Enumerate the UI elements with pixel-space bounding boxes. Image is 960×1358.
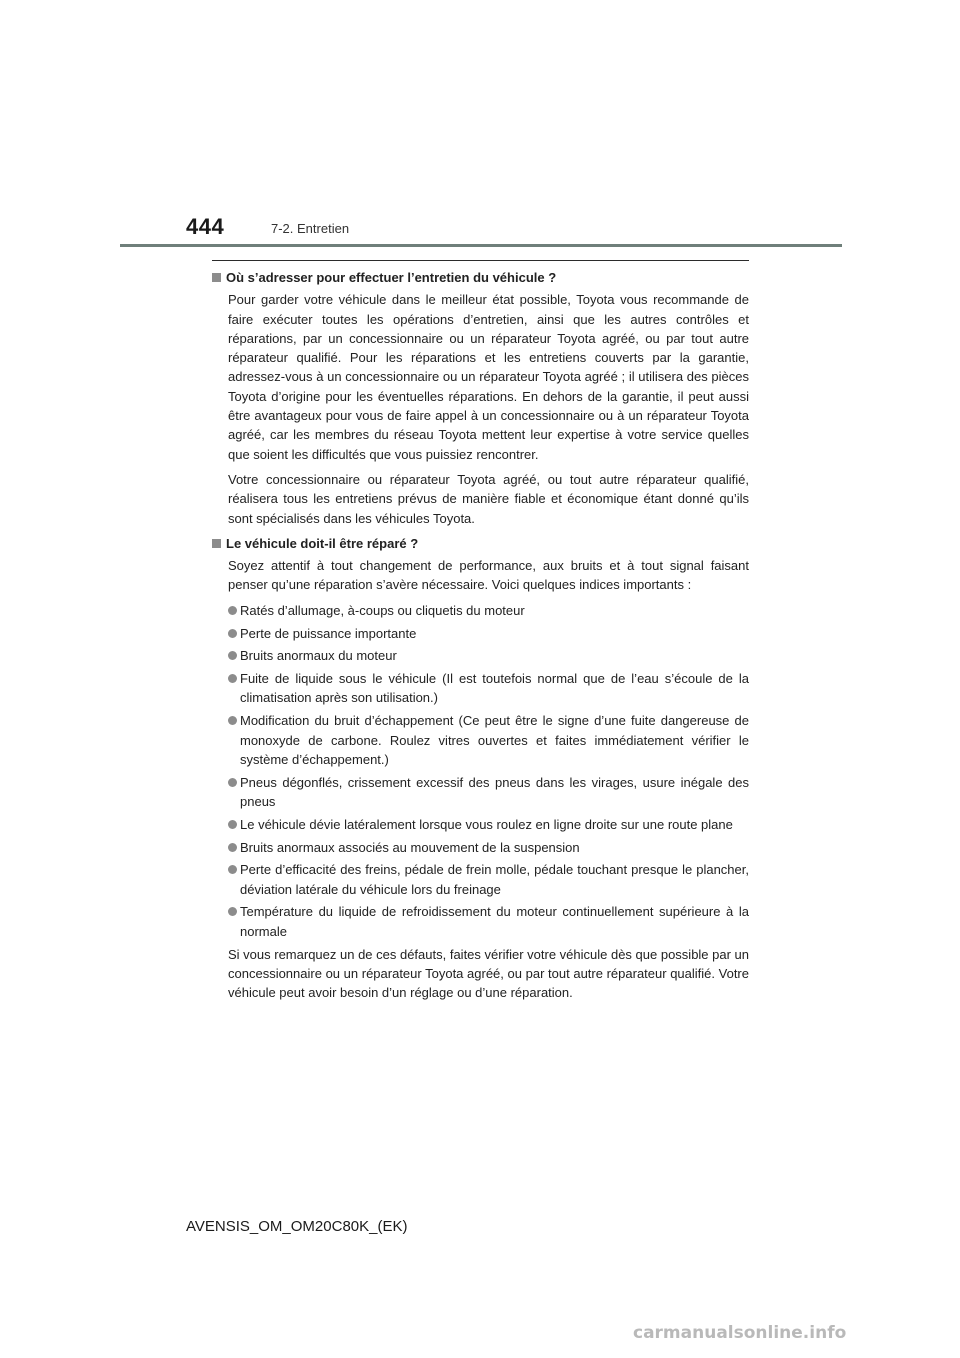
bullet-dot-icon — [228, 606, 237, 615]
bullet-dot-icon — [228, 674, 237, 683]
page-content — [212, 268, 749, 1008]
bullet-dot-icon — [228, 778, 237, 787]
bullet-dot-icon — [228, 716, 237, 725]
list-item-text: Bruits anormaux du moteur — [240, 648, 397, 664]
paragraph: Si vous remarquez un de ces défauts, faites vérifier votre véhicule dès que possible par un concessionnaire ou un réparateur Toyota agréé, ou par tout autre réparateur qualifié. Votre véhicule peut avoir besoin d’un réglage ou d’une réparation. — [228, 946, 750, 1001]
list-item — [228, 838, 749, 857]
heading-text: Où s’adresser pour effectuer l’entretien du véhicule ? — [226, 270, 557, 285]
bullet-dot-icon — [228, 865, 237, 874]
bullet-dot-icon — [228, 651, 237, 660]
heading-text: Le véhicule doit-il être réparé ? — [226, 535, 419, 551]
bullet-dot-icon — [228, 629, 237, 638]
section-label: 7-2. Entretien — [271, 221, 350, 236]
list-item — [228, 902, 749, 941]
page-number: 444 — [186, 214, 225, 239]
list-item — [228, 646, 749, 665]
square-bullet-icon — [212, 273, 221, 282]
bullet-dot-icon — [228, 820, 237, 829]
content-rule — [212, 260, 749, 261]
list-item — [228, 711, 749, 769]
paragraph: Soyez attentif à tout changement de performance, aux bruits et à tout signal faisant penser qu’une réparation s’avère nécessaire. Voici quelques indices importants : — [228, 558, 749, 593]
square-bullet-icon — [212, 539, 221, 548]
list-item-text: Température du liquide de refroidissement du moteur continuellement supérieure à la normale — [240, 904, 749, 939]
list-item-text: Perte d’efficacité des freins, pédale de frein molle, pédale touchant presque le plancher, déviation latérale du véhicule lors du freinage — [240, 862, 749, 897]
header-rule — [120, 244, 842, 247]
list-item — [228, 669, 749, 708]
footer-doc-code: AVENSIS_OM_OM20C80K_(EK) — [186, 1218, 408, 1235]
list-item-text: Bruits anormaux associés au mouvement de la suspension — [240, 839, 580, 855]
list-item — [228, 773, 749, 812]
watermark: carmanualsonline.info — [633, 1323, 847, 1343]
paragraph: Pour garder votre véhicule dans le meilleur état possible, Toyota vous recommande de faire exécuter toutes les opérations d’entretien, ainsi que les autres contrôles et réparations, par un concessionnaire ou un réparateur Toyota agréé, ou par tout autre réparateur qualifié. Pour les réparations et les entretiens couverts par la garantie, adressez-vous à un concessionnaire ou un réparateur Toyota agréé ; il utilisera des pièces Toyota d’origine pour les éventuelles réparations. En dehors de la garantie, il peut aussi être avantageux pour vous de faire appel à un concessionnaire ou à un réparateur Toyota agréé, car les membres du réseau Toyota mettent leur expertise à votre service quelles que soient les difficultés que vous puissiez rencontrer. — [228, 292, 749, 462]
section-heading-repair — [212, 534, 749, 553]
list-item-text: Fuite de liquide sous le véhicule (Il est toutefois normal que de l’eau s’écoule de la climatisation après son utilisation.) — [240, 671, 749, 706]
paragraph: Votre concessionnaire ou réparateur Toyota agréé, ou tout autre réparateur qualifié, réalisera tous les entretiens prévus de manière fiable et économique étant donné qu’ils sont spécialisés dans les véhicules Toyota. — [228, 471, 749, 526]
bullet-dot-icon — [228, 907, 237, 916]
list-item — [228, 860, 749, 899]
list-item-text: Pneus dégonflés, crissement excessif des pneus dans les virages, usure inégale des pneus — [240, 774, 749, 809]
bullet-dot-icon — [228, 843, 237, 852]
list-item-text: Modification du bruit d’échappement (Ce peut être le signe d’une fuite dangereuse de monoxyde de carbone. Roulez vitres ouvertes et faites immédiatement vérifier le système d’échappement.) — [240, 713, 749, 767]
list-item-text: Ratés d’allumage, à-coups ou cliquetis du moteur — [240, 602, 525, 618]
list-item — [228, 815, 749, 834]
list-item-text: Perte de puissance importante — [240, 625, 417, 641]
section-heading-maintenance — [212, 268, 749, 287]
list-item — [228, 601, 749, 620]
list-item-text: Le véhicule dévie latéralement lorsque vous roulez en ligne droite sur une route plane — [240, 816, 733, 832]
list-item — [228, 624, 749, 643]
